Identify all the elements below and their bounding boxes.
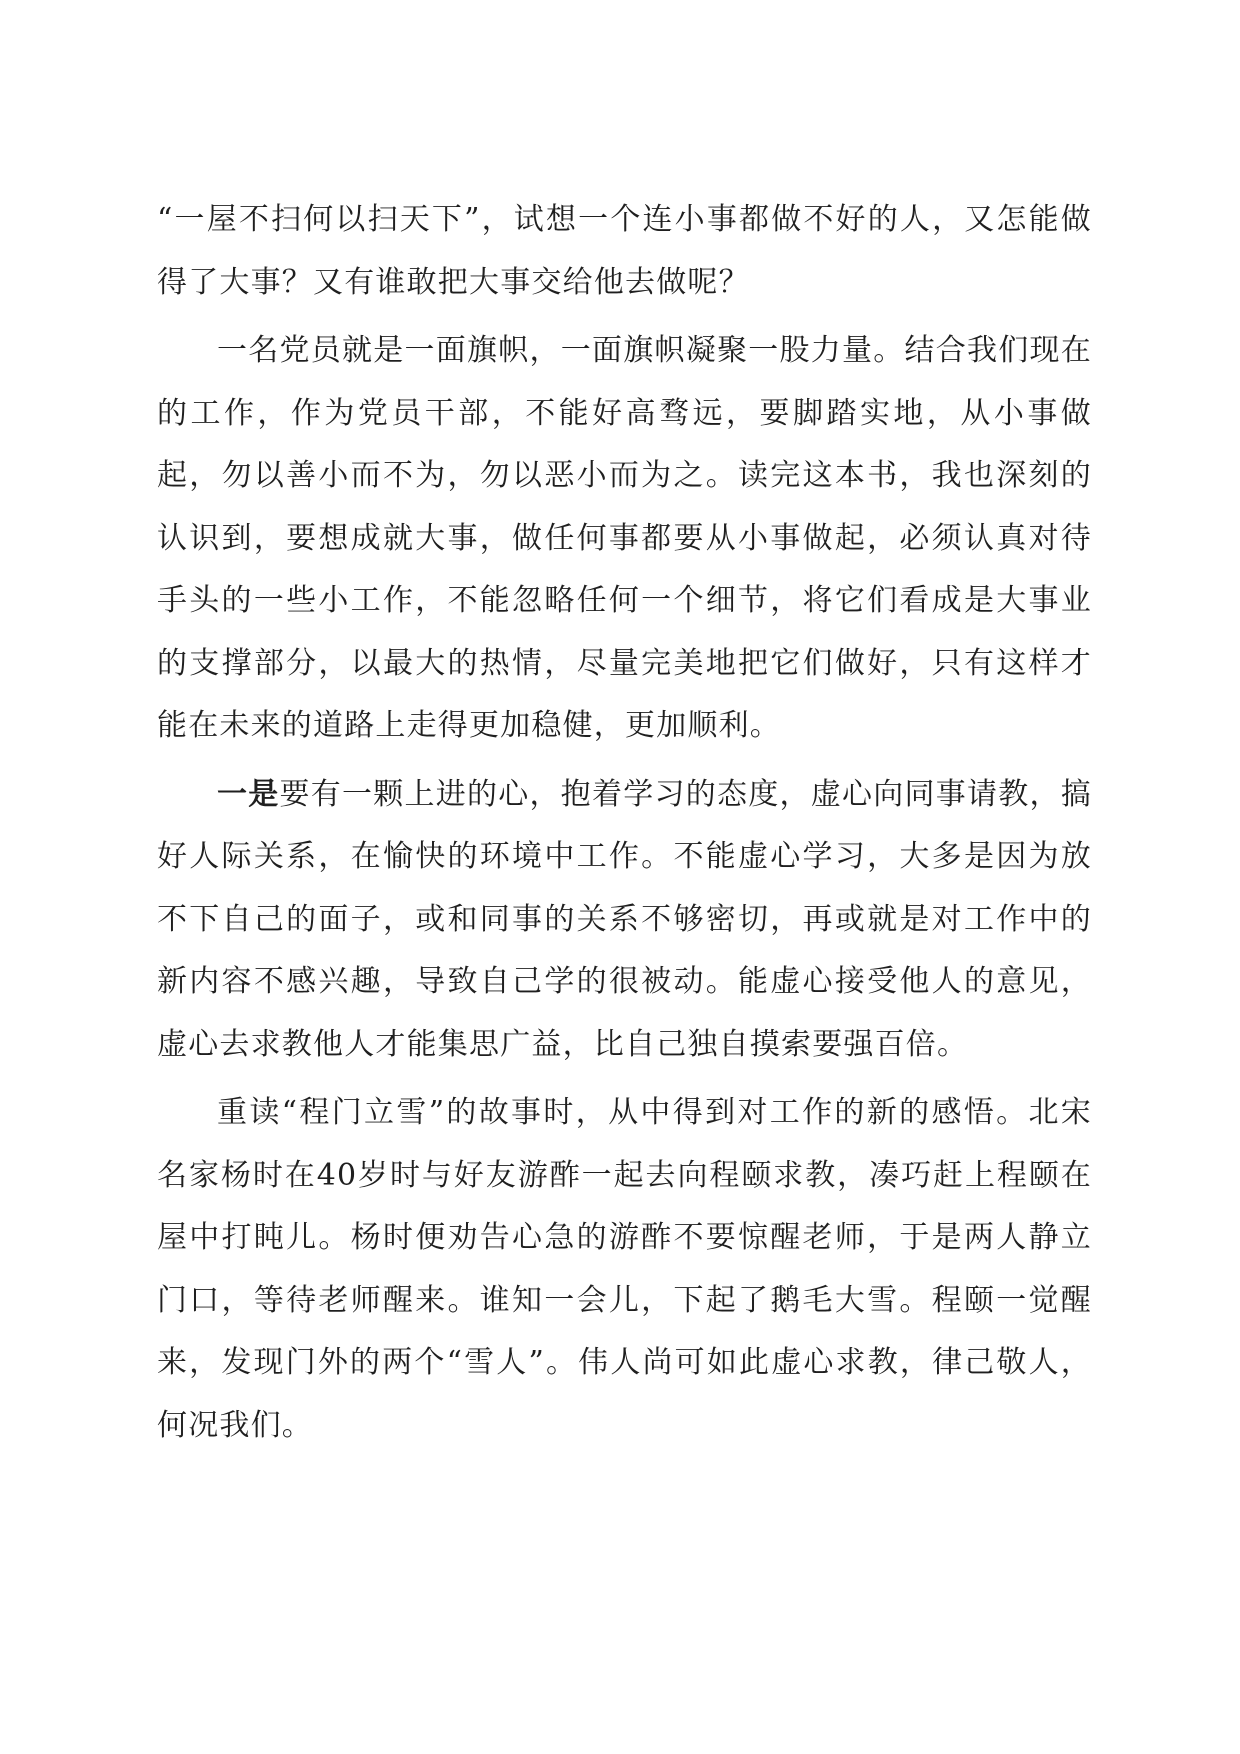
paragraph-2-text: 一名党员就是一面旗帜，一面旗帜凝聚一股力量。结合我们现在的工作，作为党员干部，不能好高骛远，要脚踏实地，从小事做起，勿以善小而不为，勿以恶小而为之。读完这本书，我也深刻的认识到，要想成就大事，做任何事都要从小事做起，必须认真对待手头的一些小工作，不能忽略任何一个细节，将它们看成是大事业的支撑部分，以最大的热情，尽量完美地把它们做好，只有这样才能在未来的道路上走得更加稳健，更加顺利。 (157, 333, 1092, 743)
paragraph-3 (157, 764, 1092, 1077)
paragraph-1 (157, 189, 1092, 314)
document-body (157, 189, 1092, 1457)
paragraph-2 (157, 320, 1092, 758)
paragraph-3-lead: 一是 (217, 776, 280, 812)
paragraph-4-text: 重读“程门立雪”的故事时，从中得到对工作的新的感悟。北宋名家杨时在40岁时与好友游酢一起去向程颐求教，凑巧赶上程颐在屋中打盹儿。杨时便劝告心急的游酢不要惊醒老师，于是两人静立门口，等待老师醒来。谁知一会儿，下起了鹅毛大雪。程颐一觉醒来，发现门外的两个“雪人”。伟人尚可如此虚心求教，律己敬人，何况我们。 (157, 1095, 1092, 1443)
paragraph-1-text: “一屋不扫何以扫天下”，试想一个连小事都做不好的人，又怎能做得了大事？又有谁敢把大事交给他去做呢？ (157, 202, 1092, 300)
paragraph-4 (157, 1082, 1092, 1457)
paragraph-3-text: 要有一颗上进的心，抱着学习的态度，虚心向同事请教，搞好人际关系，在愉快的环境中工作。不能虚心学习，大多是因为放不下自己的面子，或和同事的关系不够密切，再或就是对工作中的新内容不感兴趣，导致自己学的很被动。能虚心接受他人的意见，虚心去求教他人才能集思广益，比自己独自摸索要强百倍。 (157, 776, 1093, 1062)
